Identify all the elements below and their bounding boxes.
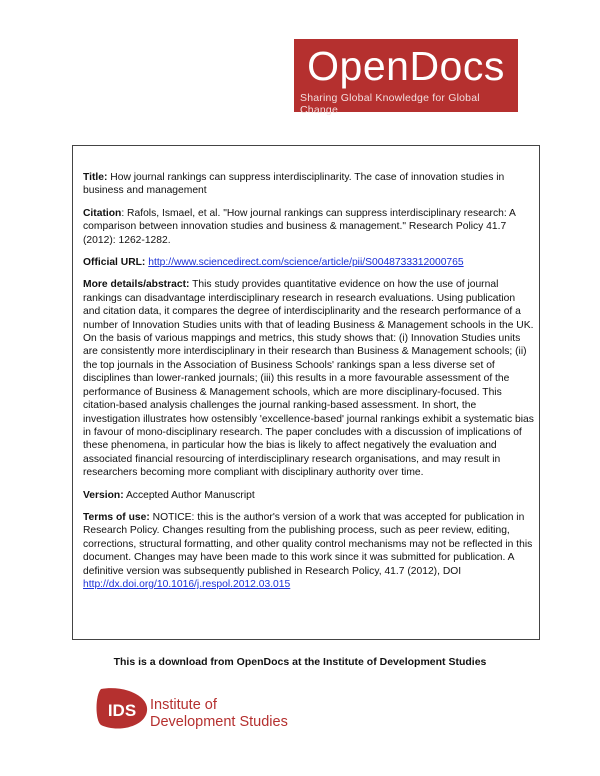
terms-text: NOTICE: this is the author's version of a work that was accepted for publication in Research Policy. Changes resulting from the publishing process, such as peer review, editing, corrections, structural formatting, and other quality control mechanisms may not be reflected in this document. Changes may have been made to this work since it was submitted for publication. A definitive version was subsequently published in Research Policy, 41.7 (2012), DOI xyxy=(83,511,533,577)
ids-logo-icon xyxy=(93,685,153,733)
abstract-label: More details/abstract: xyxy=(83,279,190,291)
terms-label: Terms of use: xyxy=(83,511,150,523)
ids-name-line1: Institute of xyxy=(150,697,217,713)
official-url-field xyxy=(83,256,535,269)
official-url-link[interactable]: http://www.sciencedirect.com/science/article/pii/S0048733312000765 xyxy=(148,257,464,269)
logo-title: OpenDocs xyxy=(307,43,505,89)
abstract-text: This study provides quantitative evidence on how the use of journal rankings can disadvantage interdisciplinary research in research evaluations. Using publication and citation data, it compares the degree of interdisciplinarity and the research performance of a number of Innovation Studies units with that of leading Business & Management schools in the UK. On the basis of various mappings and metrics, this study shows that: (i) Innovation Studies units are consistently more interdisciplinary in their research than Business & Management schools; (ii) the top journals in the Association of Business Schools' rankings span a less diverse set of disciplines than lower-ranked journals; (iii) this results in a more favourable assessment of the performance of Business & Management schools, which are more disciplinary-focused. This citation-based analysis challenges the journal ranking-based assessment. In short, the investigation illustrates how ostensibly 'excellence-based' journal rankings exhibit a systematic bias in favour of mono-disciplinary research. The paper concludes with a discussion of implications of these phenomena, in particular how the bias is likely to affect negatively the evaluation and associated financial resourcing of interdisciplinary research organisations, and may result in researchers becoming more compliant with disciplinary authority over time. xyxy=(83,279,534,479)
abstract-field xyxy=(83,278,535,479)
title-value: How journal rankings can suppress interdisciplinarity. The case of innovation studies in business and management xyxy=(83,172,505,197)
ids-name-line2: Development Studies xyxy=(150,714,288,730)
version-label: Version: xyxy=(83,489,124,501)
citation-label: Citation xyxy=(83,207,122,219)
version-field xyxy=(83,489,535,502)
record-details-box xyxy=(72,145,540,640)
ids-name xyxy=(150,697,288,731)
version-value: Accepted Author Manuscript xyxy=(125,489,255,501)
terms-field xyxy=(83,511,535,591)
opendocs-logo xyxy=(294,39,518,116)
citation-field xyxy=(83,207,535,247)
ids-logo-mark: IDS xyxy=(107,701,137,720)
download-note: This is a download from OpenDocs at the Institute of Development Studies xyxy=(113,656,487,668)
official-url-label: Official URL: xyxy=(83,257,146,269)
record-details xyxy=(83,171,535,600)
title-field xyxy=(83,171,535,198)
title-label: Title: xyxy=(83,172,108,183)
logo-tagline: Sharing Global Knowledge for Global Change xyxy=(300,92,480,116)
citation-value: : Rafols, Ismael, et al. "How journal rankings can suppress interdisciplinary research: A comparison between innovation studies and business & management." Research Policy 41.7 (2012): 1262-1282. xyxy=(83,207,516,246)
doi-link[interactable]: http://dx.doi.org/10.1016/j.respol.2012.03.015 xyxy=(83,578,291,590)
